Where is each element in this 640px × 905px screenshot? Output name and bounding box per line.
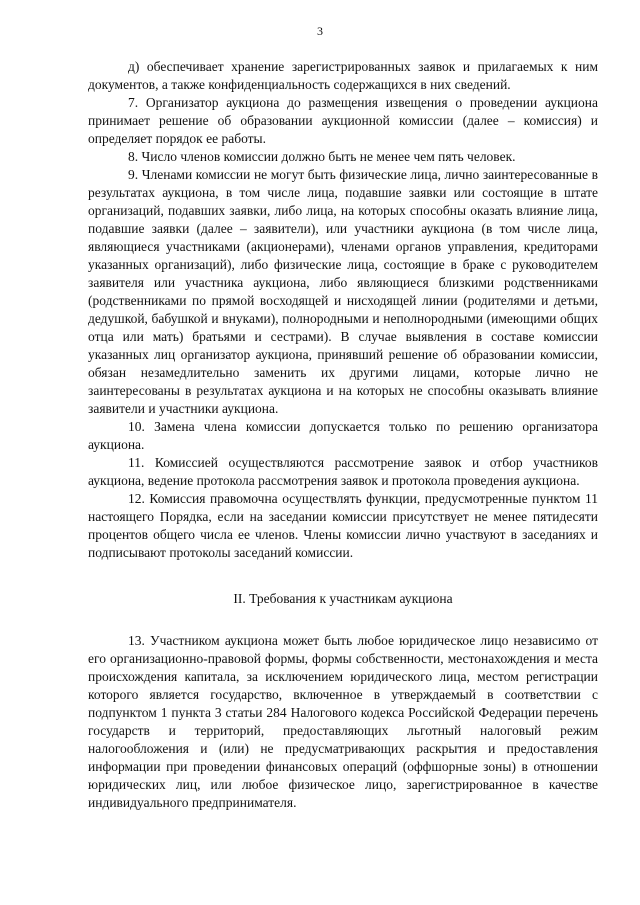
paragraph-9: 9. Членами комиссии не могут быть физические лица, лично заинтересованные в результатах аукциона, в том числе лица, подавшие заявки или состоящие в штате организаций, подавших заявки, либо лица, на которых способны оказать влияние лица, подавшие заявки (далее – заявители), или участники аукциона (в том числе лица, являющиеся участниками (акционерами), членами органов управления, кредиторами указанных организаций), либо физические лица, состоящие в браке с руководителем заявителя или участника аукциона, либо являющиеся близкими родственниками (родственниками по прямой восходящей и нисходящей линии (родителями и детьми, дедушкой, бабушкой и внуками), полнородными и неполнородными (имеющими общих отца или мать) братьями и сестрами). В случае выявления в составе комиссии указанных лиц организатор аукциона, принявший решение об образовании комиссии, обязан незамедлительно заменить их другими лицами, которые лично не заинтересованы в результатах аукциона и на которых не способны оказывать влияние заявители и участники аукциона. (88, 167, 598, 416)
paragraph-11: 11. Комиссией осуществляются рассмотрение заявок и отбор участников аукциона, ведение протокола рассмотрения заявок и протокола проведения аукциона. (88, 455, 598, 488)
paragraph-8: 8. Число членов комиссии должно быть не менее чем пять человек. (128, 149, 516, 164)
section-heading: II. Требования к участникам аукциона (233, 591, 453, 606)
paragraph-10: 10. Замена члена комиссии допускается только по решению организатора аукциона. (88, 419, 598, 452)
paragraph-12: 12. Комиссия правомочна осуществлять функции, предусмотренные пунктом 11 настоящего Порядка, если на заседании комиссии присутствует не менее пятидесяти процентов общего числа ее членов. Члены комиссии лично участвуют в заседаниях и подписывают протоколы заседаний комиссии. (88, 491, 598, 560)
paragraph-7: 7. Организатор аукциона до размещения извещения о проведении аукциона принимает решение об образовании аукционной комиссии (далее – комиссия) и определяет порядок ее работы. (88, 95, 598, 146)
paragraph-6d: д) обеспечивает хранение зарегистрированных заявок и прилагаемых к ним документов, а также конфиденциальность содержащихся в них сведений. (88, 59, 598, 92)
document-body (88, 58, 598, 812)
page-number: 3 (317, 24, 323, 38)
paragraph-13: 13. Участником аукциона может быть любое юридическое лицо независимо от его организационно-правовой формы, формы собственности, местонахождения и места происхождения капитала, за исключением юридического лица, местом регистрации которого является государство, включенное в утверждаемый в соответствии с подпунктом 1 пункта 3 статьи 284 Налогового кодекса Российской Федерации перечень государств и территорий, предоставляющих льготный налоговый режим налогообложения и (или) не предусматривающих раскрытия и предоставления информации при проведении финансовых операций (оффшорные зоны) в отношении юридических лиц, или любое физическое лицо, зарегистрированное в качестве индивидуального предпринимателя. (88, 633, 598, 810)
